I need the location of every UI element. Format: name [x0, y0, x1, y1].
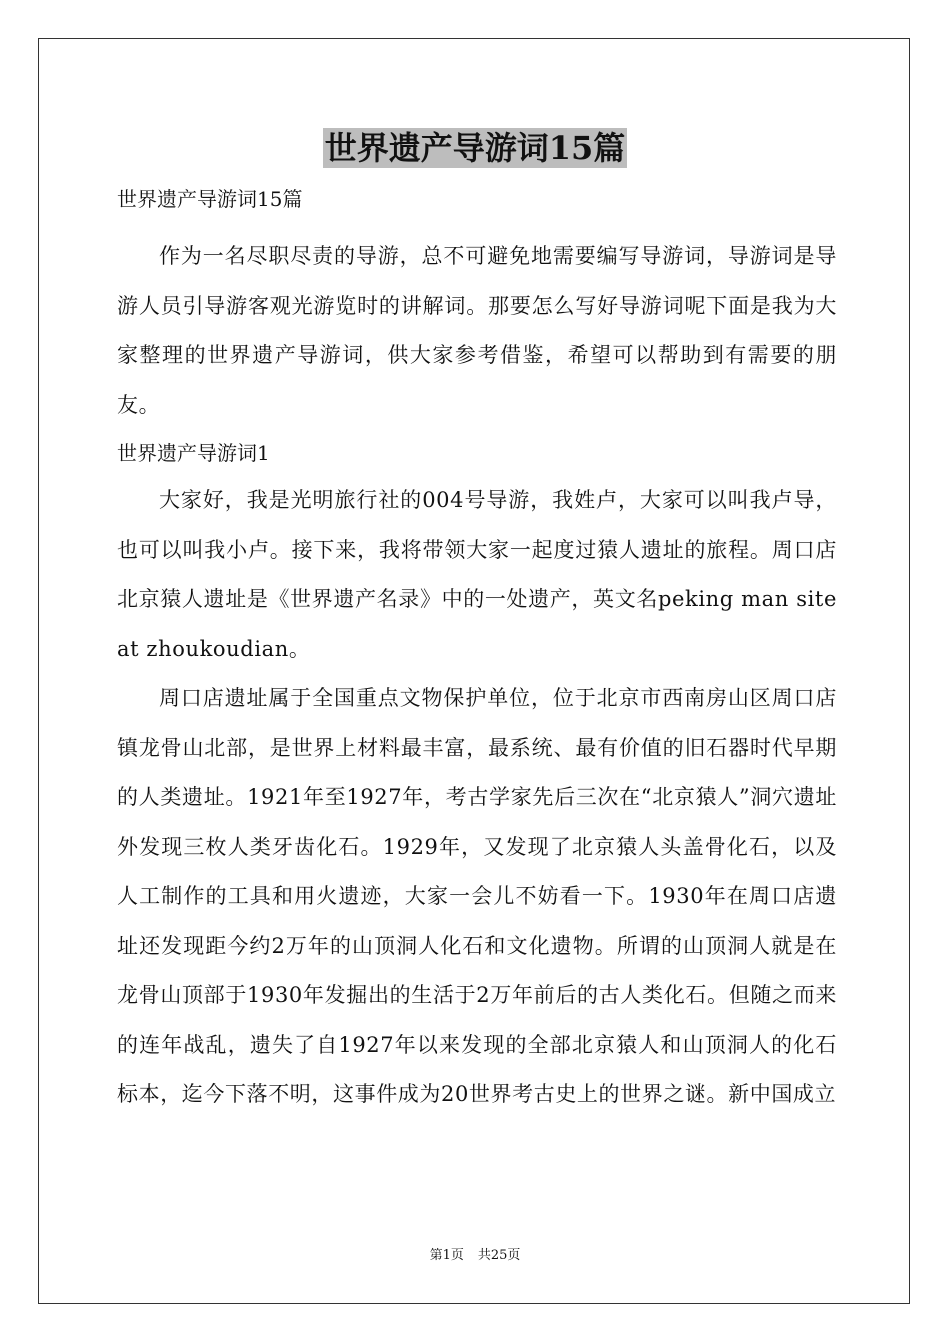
page-total: 共25页	[477, 1248, 521, 1263]
document-body	[117, 180, 837, 1120]
page-number: 第1页	[429, 1248, 464, 1263]
title-wrapper	[0, 128, 950, 168]
intro-paragraph: 作为一名尽职尽责的导游，总不可避免地需要编写导游词，导游词是导游人员引导游客观光游览时的讲解词。那要怎么写好导游词呢下面是我为大家整理的世界遗产导游词，供大家参考借鉴，希望可以帮助到有需要的朋友。	[117, 244, 837, 417]
body-paragraph: 周口店遗址属于全国重点文物保护单位，位于北京市西南房山区周口店镇龙骨山北部，是世界上材料最丰富，最系统、最有价值的旧石器时代早期的人类遗址。1921年至1927年，考古学家先后三次在“北京猿人”洞穴遗址外发现三枚人类牙齿化石。1929年，又发现了北京猿人头盖骨化石，以及人工制作的工具和用火遗迹，大家一会儿不妨看一下。1930年在周口店遗址还发现距今约2万年的山顶洞人化石和文化遗物。所谓的山顶洞人就是在龙骨山顶部于1930年发掘出的生活于2万年前后的古人类化石。但随之而来的连年战乱，遗失了自1927年以来发现的全部北京猿人和山顶洞人的化石标本，迄今下落不明，这事件成为20世界考古史上的世界之谜。新中国成立	[117, 686, 837, 1106]
page-footer	[0, 1246, 950, 1266]
document-title: 世界遗产导游词15篇	[324, 129, 626, 167]
spacer	[117, 218, 837, 232]
section-heading: 世界遗产导游词1	[117, 441, 270, 465]
document-subtitle: 世界遗产导游词15篇	[117, 187, 303, 211]
body-paragraph: 大家好，我是光明旅行社的004号导游，我姓卢，大家可以叫我卢导，也可以叫我小卢。接下来，我将带领大家一起度过猿人遗址的旅程。周口店北京猿人遗址是《世界遗产名录》中的一处遗产，英文名peking man site at zhoukoudian。	[117, 488, 837, 661]
